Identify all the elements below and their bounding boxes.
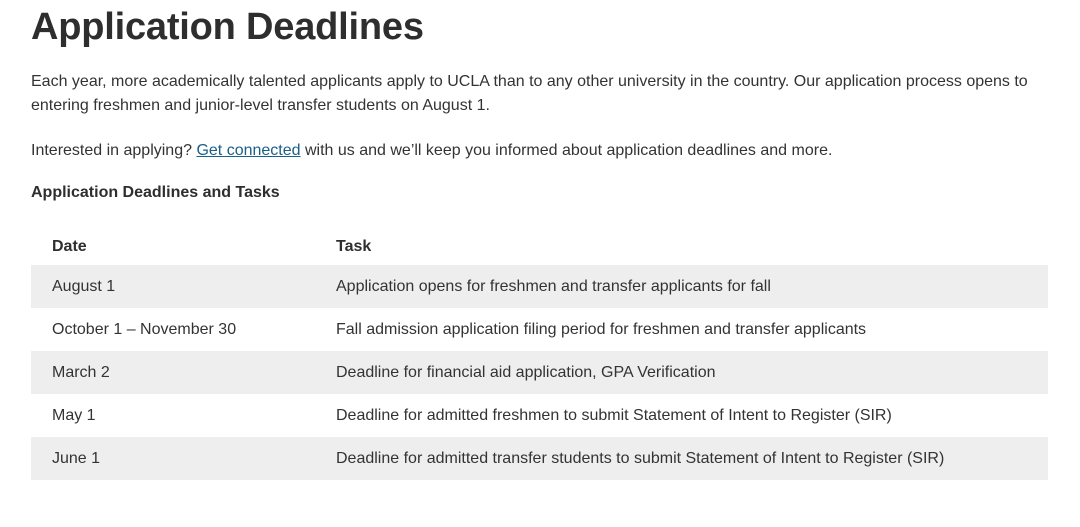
connect-paragraph xyxy=(31,139,832,163)
table-row xyxy=(31,437,1048,480)
date-cell: October 1 – November 30 xyxy=(52,320,237,338)
table-row xyxy=(31,308,1048,351)
connect-prefix: Interested in applying? xyxy=(31,142,197,159)
date-column-header: Date xyxy=(52,237,87,255)
connect-suffix: with us and we’ll keep you informed about application deadlines and more. xyxy=(300,142,833,159)
task-cell: Deadline for financial aid application, GPA Verification xyxy=(315,351,1048,394)
task-column-header: Task xyxy=(336,237,372,255)
section-heading: Application Deadlines and Tasks xyxy=(31,184,280,201)
table-header-row xyxy=(31,228,1048,265)
date-cell: May 1 xyxy=(52,406,96,424)
get-connected-link[interactable]: Get connected xyxy=(196,142,301,159)
task-cell: Deadline for admitted transfer students to submit Statement of Intent to Register (SIR) xyxy=(315,437,1048,480)
table-row xyxy=(31,351,1048,394)
intro-paragraph: Each year, more academically talented applicants apply to UCLA than to any other university in the country. Our application process opens to entering freshmen and junior-level transfer students on August 1. xyxy=(31,73,1028,114)
table-row xyxy=(31,265,1048,308)
deadlines-table xyxy=(31,228,1048,480)
date-cell: March 2 xyxy=(31,351,315,394)
task-cell: Fall admission application filing period for freshmen and transfer applicants xyxy=(336,320,867,338)
page-title: Application Deadlines xyxy=(31,6,424,48)
task-cell: Deadline for admitted freshmen to submit Statement of Intent to Register (SIR) xyxy=(336,406,892,424)
table-row xyxy=(31,394,1048,437)
date-cell: June 1 xyxy=(31,437,315,480)
date-cell: August 1 xyxy=(31,265,315,308)
task-cell: Application opens for freshmen and transfer applicants for fall xyxy=(315,265,1048,308)
